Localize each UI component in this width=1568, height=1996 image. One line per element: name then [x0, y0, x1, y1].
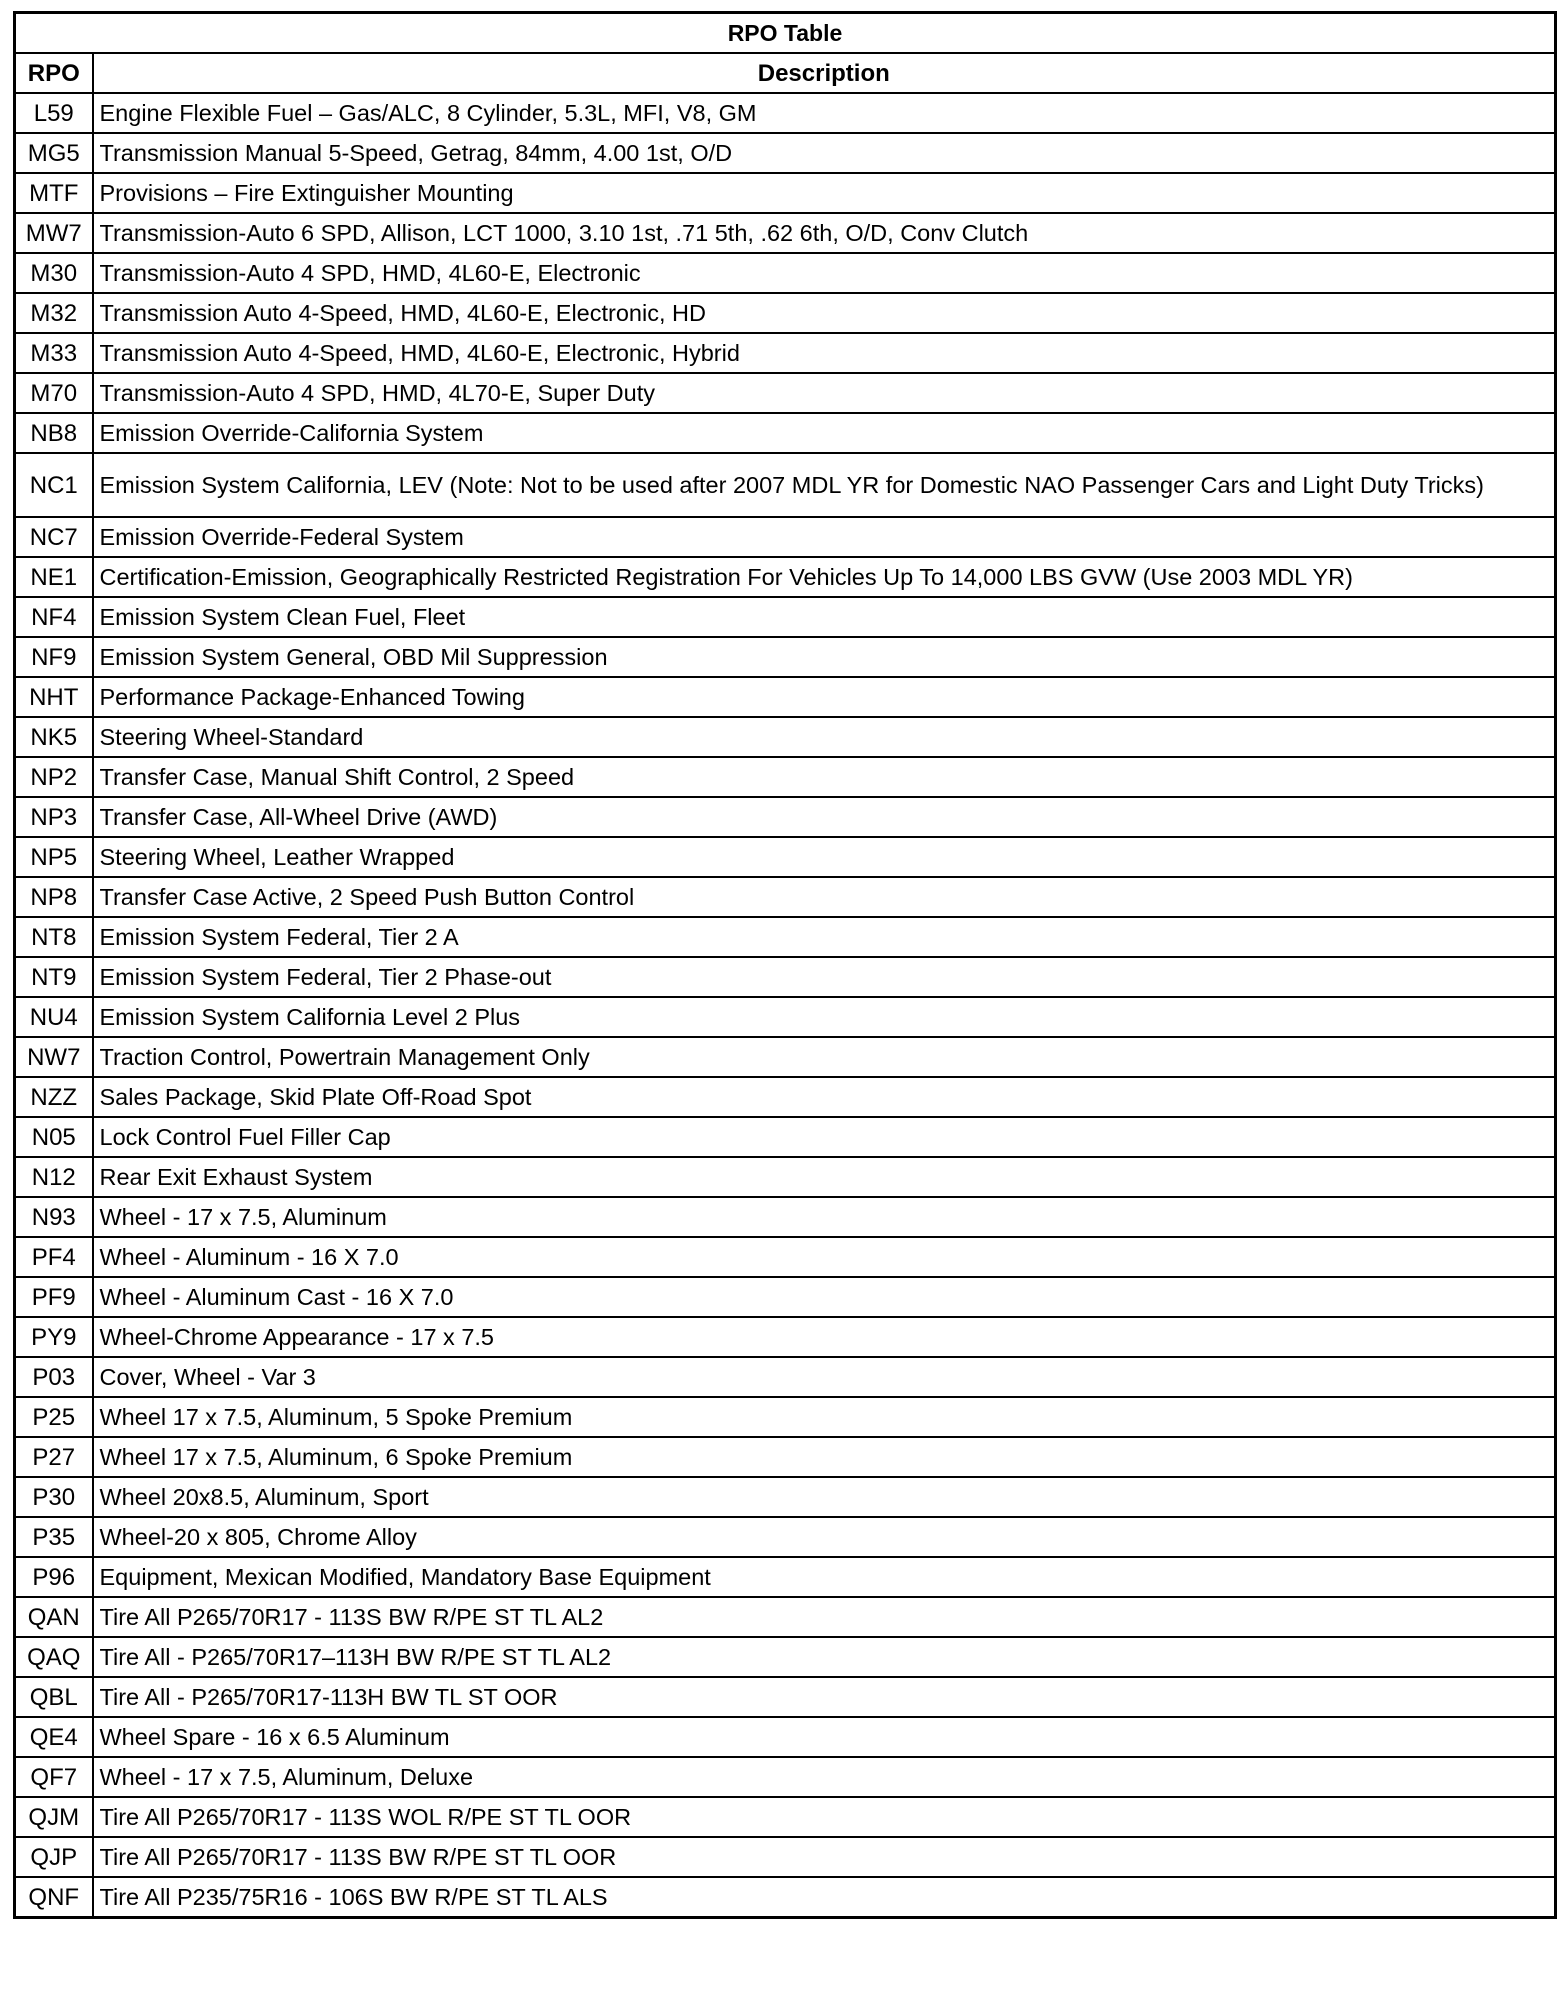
table-row	[15, 1077, 1556, 1117]
table-row	[15, 1277, 1556, 1317]
rpo-code: NHT	[15, 677, 93, 717]
table-row	[15, 413, 1556, 453]
rpo-code: NP3	[15, 797, 93, 837]
rpo-description: Equipment, Mexican Modified, Mandatory Base Equipment	[93, 1557, 1556, 1597]
rpo-code: P27	[15, 1437, 93, 1477]
rpo-code: P03	[15, 1357, 93, 1397]
rpo-code: NP8	[15, 877, 93, 917]
table-body	[15, 93, 1556, 1918]
rpo-code: PY9	[15, 1317, 93, 1357]
table-row	[15, 1757, 1556, 1797]
table-row	[15, 917, 1556, 957]
table-title: RPO Table	[15, 13, 1556, 54]
rpo-code: N12	[15, 1157, 93, 1197]
table-row	[15, 93, 1556, 133]
rpo-code: P96	[15, 1557, 93, 1597]
table-row	[15, 1397, 1556, 1437]
rpo-description: Tire All - P265/70R17-113H BW TL ST OOR	[93, 1677, 1556, 1717]
rpo-description: Emission System California, LEV (Note: Not to be used after 2007 MDL YR for Domestic NAO Passenger Cars and Light Duty Tricks)	[93, 453, 1556, 517]
rpo-code: N05	[15, 1117, 93, 1157]
rpo-code: PF4	[15, 1237, 93, 1277]
rpo-code: NB8	[15, 413, 93, 453]
table-row	[15, 373, 1556, 413]
rpo-code: P30	[15, 1477, 93, 1517]
rpo-description: Tire All P265/70R17 - 113S BW R/PE ST TL AL2	[93, 1597, 1556, 1637]
table-row	[15, 1237, 1556, 1277]
rpo-description: Wheel - 17 x 7.5, Aluminum, Deluxe	[93, 1757, 1556, 1797]
rpo-code: NT9	[15, 957, 93, 997]
rpo-description: Steering Wheel, Leather Wrapped	[93, 837, 1556, 877]
rpo-description: Emission System Federal, Tier 2 Phase-out	[93, 957, 1556, 997]
rpo-code: MW7	[15, 213, 93, 253]
rpo-description: Certification-Emission, Geographically Restricted Registration For Vehicles Up To 14,000 LBS GVW (Use 2003 MDL YR)	[93, 557, 1556, 597]
table-row	[15, 957, 1556, 997]
rpo-code: M33	[15, 333, 93, 373]
table-row	[15, 1197, 1556, 1237]
rpo-description: Emission Override-Federal System	[93, 517, 1556, 557]
rpo-description: Wheel-20 x 805, Chrome Alloy	[93, 1517, 1556, 1557]
rpo-code: QJM	[15, 1797, 93, 1837]
rpo-code: QAN	[15, 1597, 93, 1637]
rpo-description: Transfer Case, All-Wheel Drive (AWD)	[93, 797, 1556, 837]
rpo-code: NU4	[15, 997, 93, 1037]
rpo-code: NF9	[15, 637, 93, 677]
table-row	[15, 333, 1556, 373]
rpo-code: NC1	[15, 453, 93, 517]
rpo-code: L59	[15, 93, 93, 133]
rpo-code: M70	[15, 373, 93, 413]
table-row	[15, 837, 1556, 877]
rpo-description: Emission System California Level 2 Plus	[93, 997, 1556, 1037]
table-row	[15, 1517, 1556, 1557]
rpo-description: Traction Control, Powertrain Management Only	[93, 1037, 1556, 1077]
rpo-code: QJP	[15, 1837, 93, 1877]
table-header-row	[15, 53, 1556, 93]
table-row	[15, 877, 1556, 917]
rpo-description: Rear Exit Exhaust System	[93, 1157, 1556, 1197]
table-row	[15, 1877, 1556, 1918]
rpo-description: Lock Control Fuel Filler Cap	[93, 1117, 1556, 1157]
table-row	[15, 1637, 1556, 1677]
rpo-description: Transmission Auto 4-Speed, HMD, 4L60-E, Electronic, Hybrid	[93, 333, 1556, 373]
rpo-description: Transfer Case Active, 2 Speed Push Button Control	[93, 877, 1556, 917]
rpo-description: Tire All - P265/70R17–113H BW R/PE ST TL AL2	[93, 1637, 1556, 1677]
rpo-code: MTF	[15, 173, 93, 213]
table-row	[15, 1677, 1556, 1717]
table-row	[15, 1157, 1556, 1197]
rpo-description: Engine Flexible Fuel – Gas/ALC, 8 Cylinder, 5.3L, MFI, V8, GM	[93, 93, 1556, 133]
rpo-description: Transmission Manual 5-Speed, Getrag, 84mm, 4.00 1st, O/D	[93, 133, 1556, 173]
table-row	[15, 453, 1556, 517]
rpo-table	[13, 11, 1557, 1919]
table-row	[15, 1117, 1556, 1157]
rpo-description: Steering Wheel-Standard	[93, 717, 1556, 757]
rpo-code: QNF	[15, 1877, 93, 1918]
rpo-code: N93	[15, 1197, 93, 1237]
rpo-code: NT8	[15, 917, 93, 957]
rpo-description: Cover, Wheel - Var 3	[93, 1357, 1556, 1397]
rpo-code: QBL	[15, 1677, 93, 1717]
column-header-rpo: RPO	[15, 53, 93, 93]
table-title-row	[15, 13, 1556, 54]
table-row	[15, 757, 1556, 797]
table-row	[15, 253, 1556, 293]
rpo-description: Emission System Clean Fuel, Fleet	[93, 597, 1556, 637]
rpo-description: Transfer Case, Manual Shift Control, 2 Speed	[93, 757, 1556, 797]
rpo-description: Tire All P235/75R16 - 106S BW R/PE ST TL ALS	[93, 1877, 1556, 1918]
rpo-description: Wheel - Aluminum - 16 X 7.0	[93, 1237, 1556, 1277]
table-row	[15, 213, 1556, 253]
rpo-description: Tire All P265/70R17 - 113S WOL R/PE ST TL OOR	[93, 1797, 1556, 1837]
rpo-description: Wheel 17 x 7.5, Aluminum, 6 Spoke Premium	[93, 1437, 1556, 1477]
table-row	[15, 1357, 1556, 1397]
rpo-code: QAQ	[15, 1637, 93, 1677]
table-row	[15, 557, 1556, 597]
table-row	[15, 1597, 1556, 1637]
rpo-code: NZZ	[15, 1077, 93, 1117]
table-row	[15, 997, 1556, 1037]
table-row	[15, 1837, 1556, 1877]
rpo-description: Tire All P265/70R17 - 113S BW R/PE ST TL OOR	[93, 1837, 1556, 1877]
rpo-description: Provisions – Fire Extinguisher Mounting	[93, 173, 1556, 213]
table-row	[15, 717, 1556, 757]
rpo-code: M30	[15, 253, 93, 293]
table-row	[15, 1477, 1556, 1517]
rpo-code: NK5	[15, 717, 93, 757]
rpo-code: PF9	[15, 1277, 93, 1317]
rpo-description: Transmission Auto 4-Speed, HMD, 4L60-E, Electronic, HD	[93, 293, 1556, 333]
rpo-description: Wheel 17 x 7.5, Aluminum, 5 Spoke Premium	[93, 1397, 1556, 1437]
table-row	[15, 1717, 1556, 1757]
rpo-code: NW7	[15, 1037, 93, 1077]
table-row	[15, 597, 1556, 637]
rpo-code: NP2	[15, 757, 93, 797]
table-row	[15, 293, 1556, 333]
rpo-code: QE4	[15, 1717, 93, 1757]
table-row	[15, 1557, 1556, 1597]
rpo-code: MG5	[15, 133, 93, 173]
table-row	[15, 677, 1556, 717]
rpo-description: Wheel Spare - 16 x 6.5 Aluminum	[93, 1717, 1556, 1757]
rpo-description: Wheel 20x8.5, Aluminum, Sport	[93, 1477, 1556, 1517]
rpo-description: Transmission-Auto 6 SPD, Allison, LCT 1000, 3.10 1st, .71 5th, .62 6th, O/D, Conv Clutch	[93, 213, 1556, 253]
table-row	[15, 517, 1556, 557]
rpo-description: Wheel - Aluminum Cast - 16 X 7.0	[93, 1277, 1556, 1317]
rpo-description: Wheel-Chrome Appearance - 17 x 7.5	[93, 1317, 1556, 1357]
rpo-code: P25	[15, 1397, 93, 1437]
table-row	[15, 1797, 1556, 1837]
rpo-description: Transmission-Auto 4 SPD, HMD, 4L60-E, Electronic	[93, 253, 1556, 293]
rpo-description: Emission System Federal, Tier 2 A	[93, 917, 1556, 957]
table-row	[15, 133, 1556, 173]
rpo-code: NF4	[15, 597, 93, 637]
table-row	[15, 637, 1556, 677]
rpo-code: NC7	[15, 517, 93, 557]
table-row	[15, 173, 1556, 213]
rpo-code: NE1	[15, 557, 93, 597]
rpo-description: Sales Package, Skid Plate Off-Road Spot	[93, 1077, 1556, 1117]
rpo-code: QF7	[15, 1757, 93, 1797]
column-header-description: Description	[93, 53, 1556, 93]
rpo-description: Performance Package-Enhanced Towing	[93, 677, 1556, 717]
table-row	[15, 1437, 1556, 1477]
rpo-description: Transmission-Auto 4 SPD, HMD, 4L70-E, Super Duty	[93, 373, 1556, 413]
table-row	[15, 1317, 1556, 1357]
rpo-code: P35	[15, 1517, 93, 1557]
rpo-description: Emission System General, OBD Mil Suppression	[93, 637, 1556, 677]
table-row	[15, 797, 1556, 837]
rpo-code: M32	[15, 293, 93, 333]
rpo-code: NP5	[15, 837, 93, 877]
table-row	[15, 1037, 1556, 1077]
rpo-description: Wheel - 17 x 7.5, Aluminum	[93, 1197, 1556, 1237]
rpo-description: Emission Override-California System	[93, 413, 1556, 453]
